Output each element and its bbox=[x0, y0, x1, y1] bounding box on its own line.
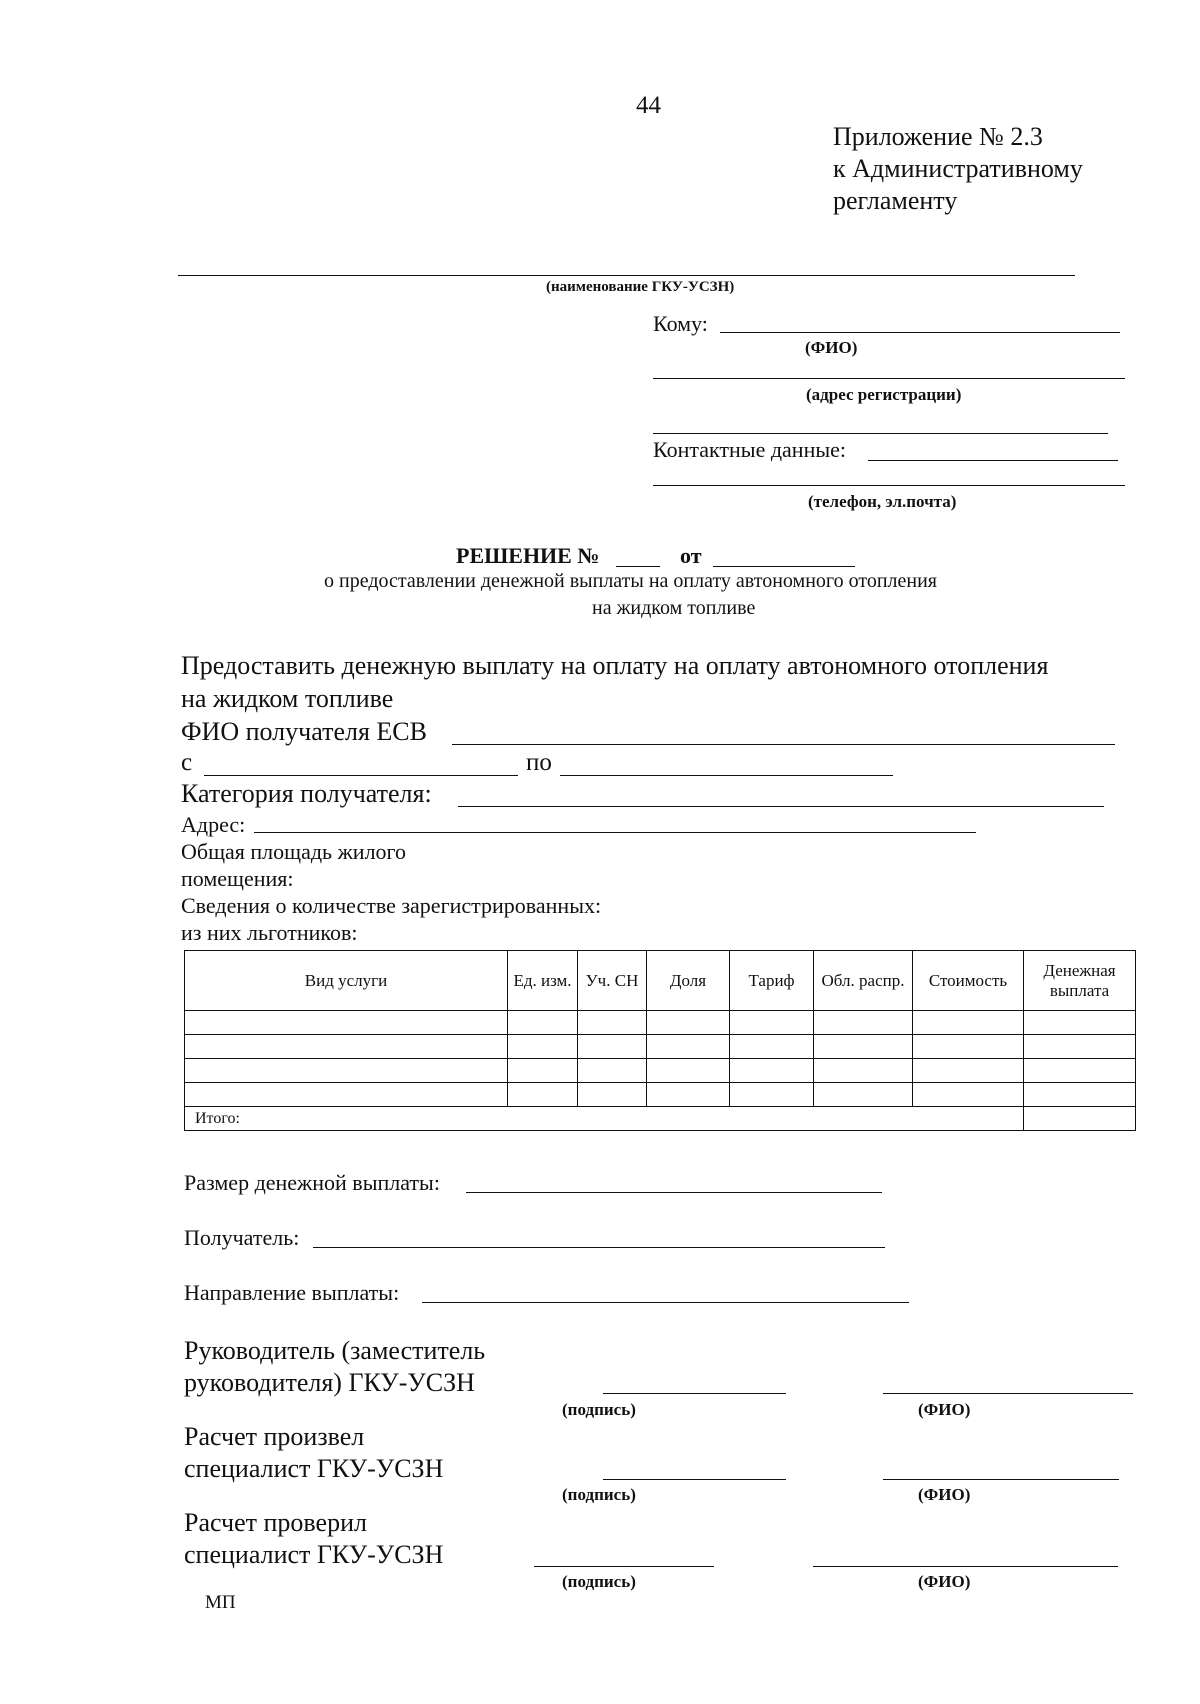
head-fio-caption: (ФИО) bbox=[918, 1400, 971, 1419]
table-cell[interactable] bbox=[508, 1035, 578, 1059]
table-row bbox=[185, 1035, 1136, 1059]
table-cell[interactable] bbox=[647, 1083, 730, 1107]
table-cell[interactable] bbox=[185, 1035, 508, 1059]
header-unit: Ед. изм. bbox=[508, 951, 578, 1011]
head-signature-caption: (подпись) bbox=[562, 1400, 636, 1419]
check-signature-caption: (подпись) bbox=[562, 1572, 636, 1591]
total-label: Итого: bbox=[185, 1107, 1024, 1131]
table-cell[interactable] bbox=[913, 1083, 1024, 1107]
payment-direction-field[interactable] bbox=[422, 1302, 909, 1303]
period-to-field[interactable] bbox=[560, 775, 893, 776]
check-fio-field[interactable] bbox=[813, 1566, 1118, 1567]
head-signer-line-2: руководителя) ГКУ-УСЗН bbox=[184, 1368, 475, 1397]
head-signer-line-1: Руководитель (заместитель bbox=[184, 1336, 486, 1365]
table-cell[interactable] bbox=[730, 1035, 814, 1059]
head-signature-field[interactable] bbox=[603, 1393, 786, 1394]
table-cell[interactable] bbox=[1024, 1011, 1136, 1035]
category-field[interactable] bbox=[458, 806, 1104, 807]
registration-address-field[interactable] bbox=[653, 378, 1125, 379]
period-to-label: по bbox=[526, 749, 552, 776]
table-cell[interactable] bbox=[185, 1011, 508, 1035]
check-signer-line-1: Расчет проверил bbox=[184, 1508, 367, 1537]
table-cell[interactable] bbox=[730, 1059, 814, 1083]
body-line-1: Предоставить денежную выплату на оплату на оплату автономного отопления bbox=[181, 651, 1049, 680]
table-cell[interactable] bbox=[185, 1059, 508, 1083]
recipient-fio-field[interactable] bbox=[452, 744, 1115, 745]
fio-caption: (ФИО) bbox=[805, 338, 858, 357]
period-from-label: с bbox=[181, 749, 193, 776]
calc-fio-caption: (ФИО) bbox=[918, 1485, 971, 1504]
table-header-row bbox=[185, 951, 1136, 1011]
stamp-label: МП bbox=[205, 1592, 236, 1613]
table-cell[interactable] bbox=[913, 1059, 1024, 1083]
decision-title: РЕШЕНИЕ № bbox=[456, 543, 600, 568]
decision-date-field[interactable] bbox=[713, 566, 855, 567]
contact-caption: (телефон, эл.почта) bbox=[808, 492, 957, 511]
to-label: Кому: bbox=[653, 311, 708, 336]
calc-fio-field[interactable] bbox=[883, 1479, 1119, 1480]
address-caption: (адрес регистрации) bbox=[806, 385, 962, 404]
payment-direction-label: Направление выплаты: bbox=[184, 1280, 400, 1305]
calc-signature-field[interactable] bbox=[603, 1479, 786, 1480]
org-name-field[interactable] bbox=[178, 275, 1075, 276]
header-tariff: Тариф bbox=[730, 951, 814, 1011]
check-fio-caption: (ФИО) bbox=[918, 1572, 971, 1591]
decision-subtitle-2: на жидком топливе bbox=[592, 597, 756, 619]
table-cell[interactable] bbox=[1024, 1035, 1136, 1059]
table-cell[interactable] bbox=[508, 1083, 578, 1107]
table-cell[interactable] bbox=[185, 1083, 508, 1107]
body-line-2: на жидком топливе bbox=[181, 684, 394, 713]
to-fio-field[interactable] bbox=[720, 332, 1120, 333]
table-cell[interactable] bbox=[814, 1083, 913, 1107]
contact-field[interactable] bbox=[868, 460, 1118, 461]
category-label: Категория получателя: bbox=[181, 779, 432, 808]
decision-from-label: от bbox=[680, 543, 702, 568]
contact-extra-field[interactable] bbox=[653, 485, 1125, 486]
header-share: Доля bbox=[647, 951, 730, 1011]
table-row bbox=[185, 1083, 1136, 1107]
table-cell[interactable] bbox=[730, 1011, 814, 1035]
table-cell[interactable] bbox=[730, 1083, 814, 1107]
calc-signer-line-1: Расчет произвел bbox=[184, 1422, 365, 1451]
table-cell[interactable] bbox=[1024, 1083, 1136, 1107]
table-cell[interactable] bbox=[508, 1011, 578, 1035]
address-field[interactable] bbox=[254, 832, 976, 833]
table-cell[interactable] bbox=[647, 1059, 730, 1083]
table-cell[interactable] bbox=[508, 1059, 578, 1083]
payment-amount-label: Размер денежной выплаты: bbox=[184, 1170, 440, 1195]
payment-recipient-label: Получатель: bbox=[184, 1225, 300, 1250]
recipient-fio-label: ФИО получателя ЕСВ bbox=[181, 717, 427, 746]
registered-label: Сведения о количестве зарегистрированных: bbox=[181, 893, 602, 918]
table-cell[interactable] bbox=[578, 1083, 647, 1107]
calc-signer-line-2: специалист ГКУ-УСЗН bbox=[184, 1454, 444, 1483]
area-label-2: помещения: bbox=[181, 866, 294, 891]
contact-label: Контактные данные: bbox=[653, 437, 846, 462]
head-fio-field[interactable] bbox=[883, 1393, 1133, 1394]
check-signer-line-2: специалист ГКУ-УСЗН bbox=[184, 1540, 444, 1569]
decision-number-field[interactable] bbox=[616, 566, 660, 567]
area-label-1: Общая площадь жилого bbox=[181, 839, 407, 864]
org-name-caption: (наименование ГКУ-УСЗН) bbox=[546, 279, 735, 295]
address-label: Адрес: bbox=[181, 812, 246, 837]
check-signature-field[interactable] bbox=[534, 1566, 714, 1567]
total-value-cell[interactable] bbox=[1024, 1107, 1136, 1131]
table-total-row bbox=[185, 1107, 1136, 1131]
header-regional-distribution: Обл. распр. bbox=[814, 951, 913, 1011]
address-extra-field[interactable] bbox=[653, 433, 1108, 434]
table-cell[interactable] bbox=[814, 1035, 913, 1059]
table-cell[interactable] bbox=[647, 1035, 730, 1059]
header-payment: Денежная выплата bbox=[1024, 951, 1136, 1011]
table-cell[interactable] bbox=[578, 1059, 647, 1083]
table-cell[interactable] bbox=[913, 1035, 1024, 1059]
table-cell[interactable] bbox=[647, 1011, 730, 1035]
appendix-line-1: Приложение № 2.3 bbox=[833, 122, 1043, 151]
payment-amount-field[interactable] bbox=[466, 1192, 882, 1193]
table-cell[interactable] bbox=[1024, 1059, 1136, 1083]
page-number: 44 bbox=[636, 92, 661, 119]
calc-signature-caption: (подпись) bbox=[562, 1485, 636, 1504]
table-cell[interactable] bbox=[814, 1011, 913, 1035]
table-row bbox=[185, 1011, 1136, 1035]
table-cell[interactable] bbox=[578, 1035, 647, 1059]
payment-recipient-field[interactable] bbox=[313, 1247, 885, 1248]
table-cell[interactable] bbox=[578, 1011, 647, 1035]
table-row bbox=[185, 1059, 1136, 1083]
header-service-type: Вид услуги bbox=[185, 951, 508, 1011]
services-table bbox=[184, 950, 1136, 1131]
beneficiaries-label: из них льготников: bbox=[181, 920, 358, 945]
appendix-line-2: к Административному bbox=[833, 154, 1083, 183]
table-cell[interactable] bbox=[814, 1059, 913, 1083]
header-cost: Стоимость bbox=[913, 951, 1024, 1011]
header-norm: Уч. СН bbox=[578, 951, 647, 1011]
appendix-line-3: регламенту bbox=[833, 186, 958, 215]
table-cell[interactable] bbox=[913, 1011, 1024, 1035]
decision-subtitle-1: о предоставлении денежной выплаты на оплату автономного отопления bbox=[324, 570, 937, 592]
period-from-field[interactable] bbox=[204, 775, 518, 776]
